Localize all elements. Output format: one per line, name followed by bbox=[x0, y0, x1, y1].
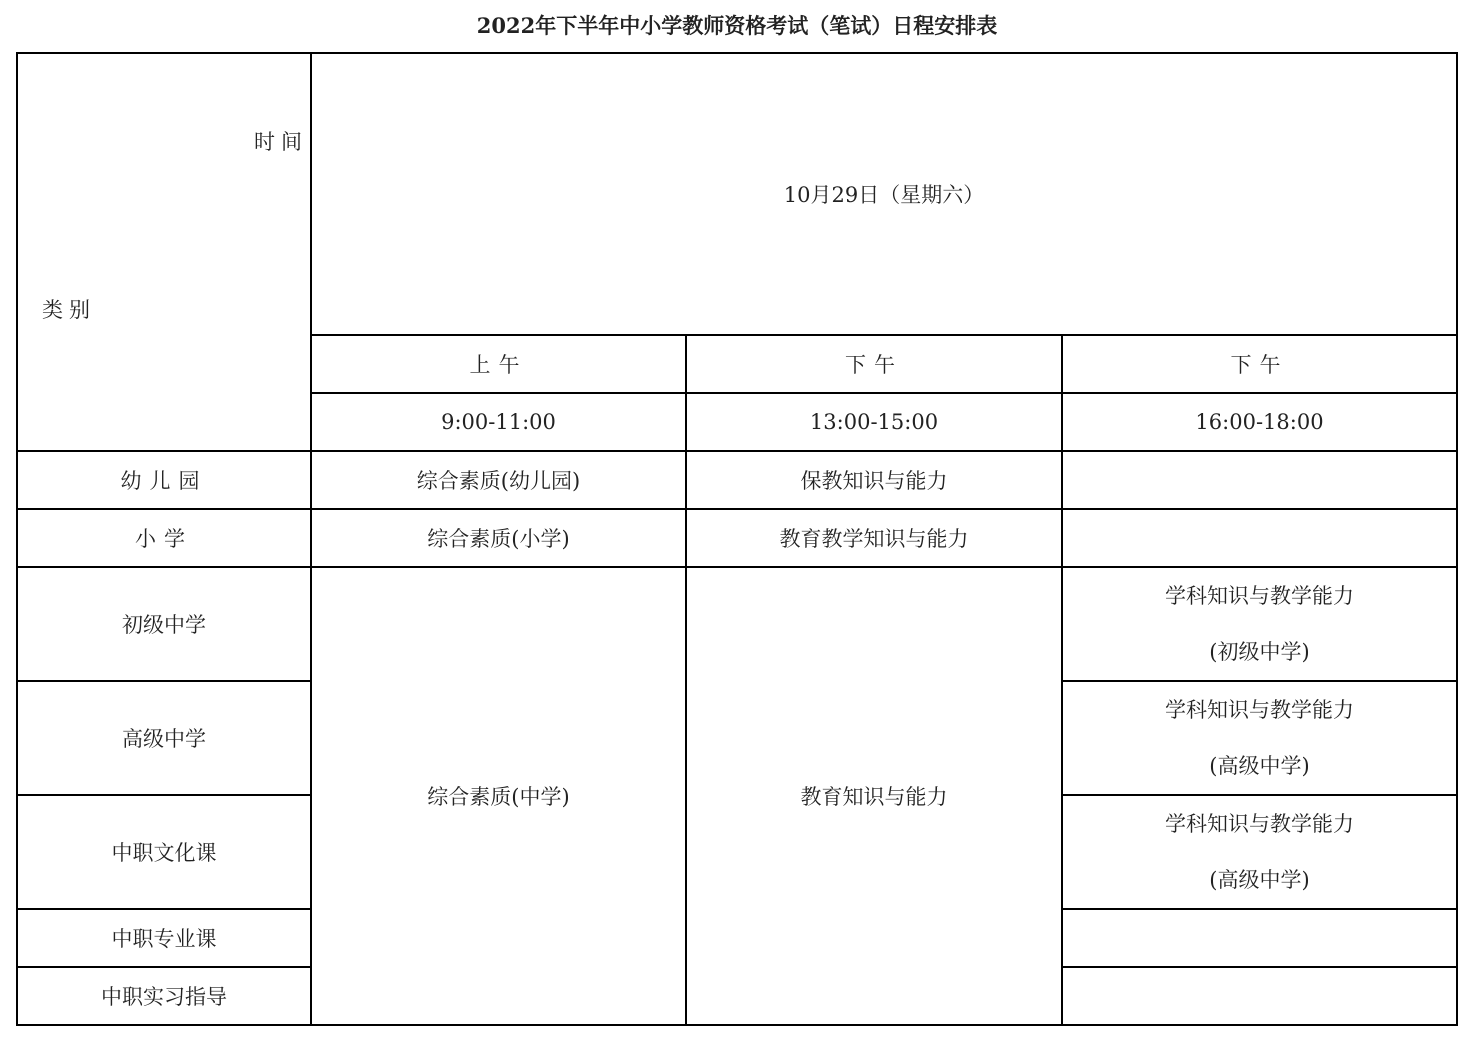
session-time-morning: 9:00-11:00 bbox=[311, 393, 686, 451]
subject-secondary-s1: 综合素质(中学) bbox=[311, 567, 686, 1025]
subject-cell-vocational-culture bbox=[1062, 795, 1457, 909]
session-time-afternoon-1: 13:00-15:00 bbox=[686, 393, 1062, 451]
subject-cell: 保教知识与能力 bbox=[686, 451, 1062, 509]
subject-cell: 综合素质(小学) bbox=[311, 509, 686, 567]
session-time-afternoon-2: 16:00-18:00 bbox=[1062, 393, 1457, 451]
subject-cell-empty bbox=[1062, 967, 1457, 1025]
category-vocational-intern: 中职实习指导 bbox=[17, 967, 311, 1025]
subject-cell-empty bbox=[1062, 909, 1457, 967]
category-vocational-major: 中职专业课 bbox=[17, 909, 311, 967]
category-vocational-culture: 中职文化课 bbox=[17, 795, 311, 909]
subject-cell-empty bbox=[1062, 451, 1457, 509]
category-junior-high: 初级中学 bbox=[17, 567, 311, 681]
table-row bbox=[17, 451, 1457, 509]
exam-date: 10月29日（星期六） bbox=[311, 53, 1457, 335]
subject-line: 学科知识与教学能力 bbox=[1165, 698, 1354, 722]
session-label-afternoon-1: 下午 bbox=[686, 335, 1062, 393]
category-senior-high: 高级中学 bbox=[17, 681, 311, 795]
time-header-label: 时间 bbox=[254, 130, 308, 154]
session-label-afternoon-2: 下午 bbox=[1062, 335, 1457, 393]
subject-cell-senior-high bbox=[1062, 681, 1457, 795]
subject-cell: 教育教学知识与能力 bbox=[686, 509, 1062, 567]
page-title: 2022年下半年中小学教师资格考试（笔试）日程安排表 bbox=[476, 13, 998, 38]
subject-cell: 综合素质(幼儿园) bbox=[311, 451, 686, 509]
category-header-label: 类别 bbox=[42, 298, 96, 322]
session-label-morning: 上午 bbox=[311, 335, 686, 393]
subject-cell-empty bbox=[1062, 509, 1457, 567]
table-row bbox=[17, 567, 1457, 681]
header-date-row bbox=[17, 53, 1457, 335]
category-primary: 小学 bbox=[17, 509, 311, 567]
subject-cell-junior-high bbox=[1062, 567, 1457, 681]
schedule-table bbox=[16, 52, 1458, 1026]
subject-line: (初级中学) bbox=[1209, 640, 1310, 664]
table-row bbox=[17, 509, 1457, 567]
subject-secondary-s2: 教育知识与能力 bbox=[686, 567, 1062, 1025]
category-kindergarten: 幼儿园 bbox=[17, 451, 311, 509]
subject-line: 学科知识与教学能力 bbox=[1165, 812, 1354, 836]
subject-line: (高级中学) bbox=[1209, 868, 1310, 892]
subject-line: (高级中学) bbox=[1209, 754, 1310, 778]
subject-line: 学科知识与教学能力 bbox=[1165, 584, 1354, 608]
corner-cell bbox=[17, 53, 311, 451]
